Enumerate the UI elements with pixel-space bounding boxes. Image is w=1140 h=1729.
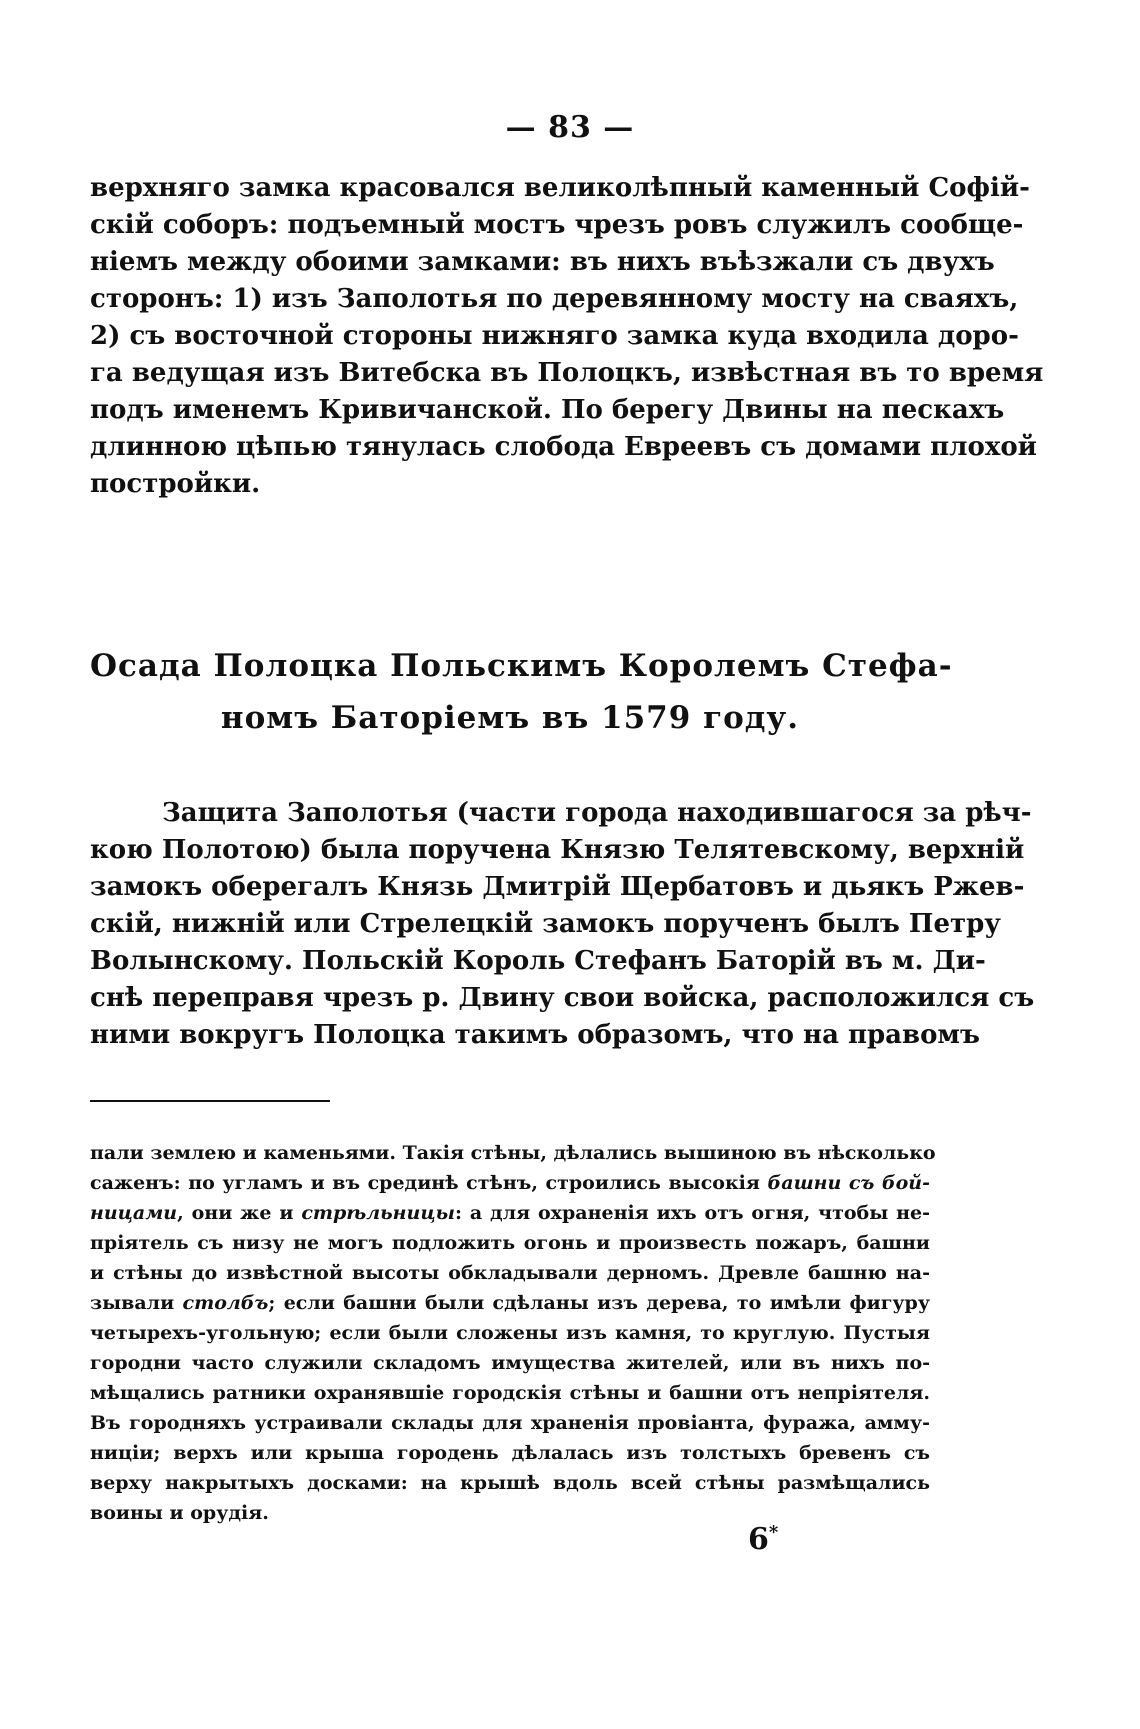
footnote-line: ниціи; верхъ или крыша городень дѣлалась изъ толстыхъ бревенъ съ (90, 1442, 930, 1464)
text-line: подъ именемъ Кривичанской. По берегу Двины на пескахъ (90, 395, 1005, 425)
footnote-line: зывали столбъ; если башни были сдѣланы изъ дерева, то имѣли фигуру (90, 1292, 930, 1314)
text-line: длинною цѣпью тянулась слобода Евреевъ съ домами плохой (90, 432, 1037, 462)
text-line: постройки. (90, 469, 261, 499)
text-line: скій, нижній или Стрелецкій замокъ порученъ былъ Петру (90, 909, 1001, 939)
text-line: Защита Заполотья (части города находившагося за рѣч- (162, 798, 1032, 828)
footnote-rule (90, 1100, 330, 1102)
section-heading (90, 640, 953, 744)
footnote-line: саженъ: по угламъ и въ срединѣ стѣнъ, строились высокія башни съ бой- (90, 1172, 930, 1194)
footnote-line: четырехъ-угольную; если были сложены изъ камня, то круглую. Пустыя (90, 1322, 930, 1344)
heading-line: Осада Полоцка Польскимъ Королемъ Стефа- (90, 648, 953, 684)
footnote-line: ницами, они же и стрѣльницы: а для охраненія ихъ отъ огня, чтобы не- (90, 1202, 931, 1224)
footnote-line: пріятель съ низу не могъ подложить огонь и произвесть пожаръ, башни (90, 1232, 930, 1254)
text-line: кою Полотою) была поручена Князю Телятевскому, верхній (90, 835, 1025, 865)
text-line: Волынскому. Польскій Король Стефанъ Баторій въ м. Ди- (90, 946, 986, 976)
footnote-line: Въ городняхъ устраивали склады для храненія провіанта, фуража, амму- (90, 1412, 930, 1434)
footnote-line: мѣщались ратники охранявшіе городскія стѣны и башни отъ непріятеля. (90, 1382, 930, 1404)
text-line: ними вокругъ Полоцка такимъ образомъ, что на правомъ (90, 1020, 980, 1050)
footnote-line: и стѣны до извѣстной высоты обкладывали дерномъ. Древле башню на- (90, 1262, 930, 1284)
text-line: замокъ оберегалъ Князь Дмитрій Щербатовъ и дьякъ Ржев- (90, 872, 1025, 902)
footnote-line: воины и орудія. (90, 1502, 269, 1524)
text-line: ніемъ между обоими замками: въ нихъ въѣзжали съ двухъ (90, 247, 995, 277)
heading-line: номъ Баторіемъ въ 1579 году. (220, 700, 800, 736)
body-paragraph (90, 795, 1035, 1054)
text-line: га ведущая изъ Витебска въ Полоцкъ, извѣстная въ то время (90, 358, 1044, 388)
footnote-line: верху накрытыхъ досками: на крышѣ вдоль всей стѣны размѣщались (90, 1472, 930, 1494)
text-line: снѣ переправя чрезъ р. Двину свои войска, расположился съ (90, 983, 1035, 1013)
text-line: верхняго замка красовался великолѣпный каменный Софій- (90, 173, 1030, 203)
text-line: скій соборъ: подъемный мостъ чрезъ ровъ служилъ сообще- (90, 210, 1024, 240)
footnote-line: пали землею и каменьями. Такія стѣны, дѣлались вышиною въ нѣсколько (90, 1142, 936, 1164)
text-line: 2) съ восточной стороны нижняго замка куда входила доро- (90, 321, 1019, 351)
footnote-line: городни часто служили складомъ имущества жителей, или въ нихъ по- (90, 1352, 930, 1374)
footnote (90, 1138, 936, 1528)
page-number: — 83 — (505, 110, 635, 145)
text-line: сторонъ: 1) изъ Заполотья по деревянному мосту на сваяхъ, (90, 284, 1019, 314)
top-paragraph (90, 170, 1044, 503)
signature-mark: 6* (748, 1522, 779, 1557)
